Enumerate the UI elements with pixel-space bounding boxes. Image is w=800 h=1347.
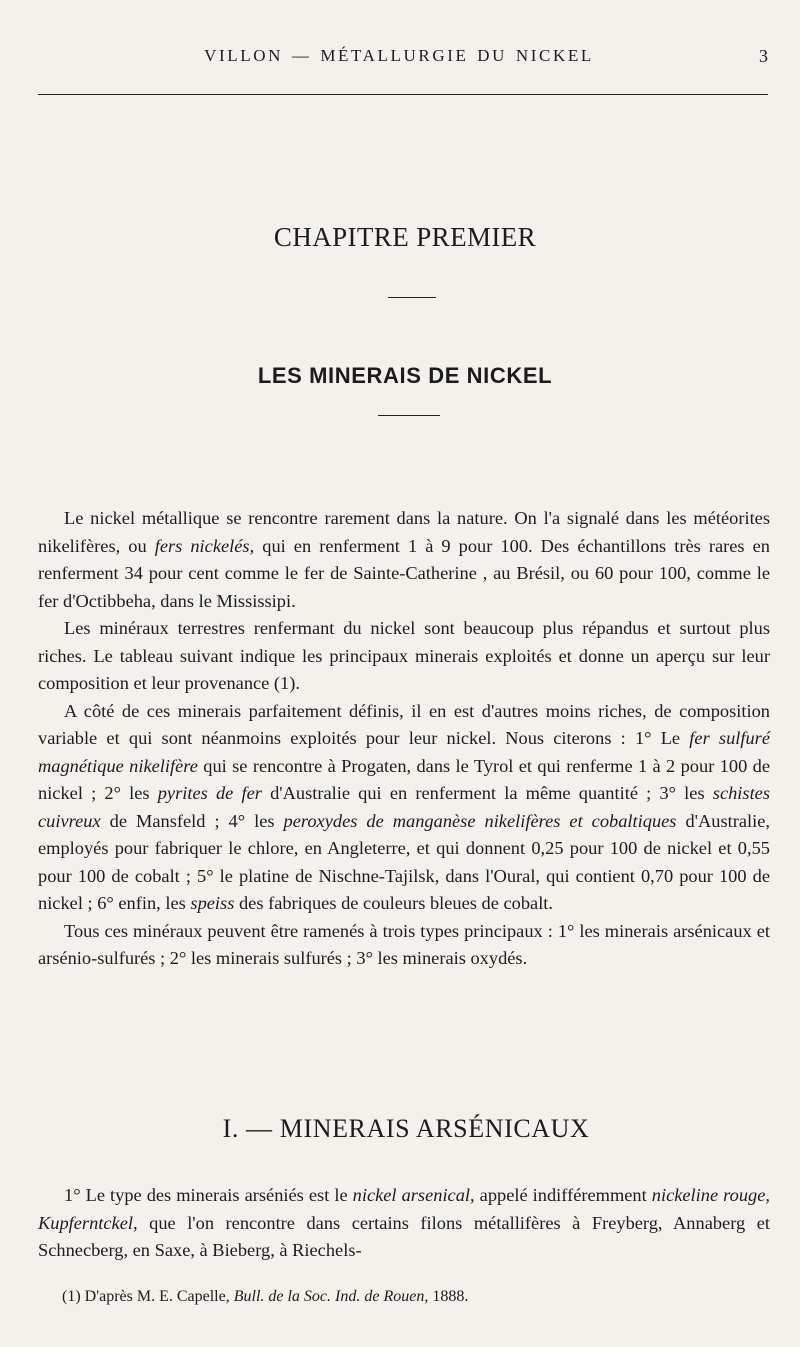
- italic-term: nickel arsenical: [352, 1185, 471, 1205]
- page-header: [34, 44, 768, 74]
- subsection-text: [38, 1182, 770, 1265]
- italic-term: fers nickelés: [154, 535, 250, 556]
- text-run: , qui en renferment 1 à 9 pour 100. Des échantillons très rares en renferment 34 pour cent comme le fer de Sainte-Catherine , au Brésil, ou 60 pour 100, comme le fer d'Octibbeha, dans le Mississipi.: [38, 535, 771, 611]
- section-title: LES MINERAIS DE NICKEL: [257, 363, 553, 388]
- italic-term: speiss: [190, 893, 235, 913]
- page-number: 3: [759, 46, 768, 66]
- italic-term: peroxydes de manganèse nikelifères et cobaltiques: [283, 810, 677, 831]
- text-run: , que l'on rencontre dans certains filons métallifères à Freyberg, Annaberg et Schnecberg, en Saxe, à Bieberg, à Riechels-: [38, 1212, 770, 1260]
- paragraph-3: [38, 698, 770, 918]
- paragraph-5: [38, 1182, 770, 1265]
- text-run: A côté de ces minerais parfaitement définis, il en est d'autres moins riches, de composition variable et qui sont néanmoins exploités pour leur nickel. Nous citerons : 1° Le: [38, 700, 770, 748]
- text-run: d'Australie, employés pour fabriquer le chlore, en Angleterre, et qui donnent 0,25 pour 100 de nickel et 0,55 pour 100 de cobalt ; 5° le platine de Nischne-Tajilsk, dans l'Oural, qui contient 0,70 pour 100 de nickel ; 6° enfin, les: [38, 810, 770, 913]
- running-head: VILLON — MÉTALLURGIE DU NICKEL: [204, 46, 594, 65]
- italic-term: schistes cuivreux: [38, 783, 770, 831]
- chapter-divider-bottom: [378, 415, 440, 416]
- footnote: [62, 1288, 762, 1306]
- chapter-title: CHAPITRE PREMIER: [273, 222, 537, 252]
- text-run: qui se rencontre à Progaten, dans le Tyrol et qui renferme 1 à 2 pour 100 de nickel ; 2° les: [38, 755, 770, 803]
- header-rule: [38, 94, 768, 95]
- paragraph-1: [38, 505, 770, 615]
- subsection-title: I. — MINERAIS ARSÉNICAUX: [222, 1114, 590, 1143]
- italic-term: fer sulfuré magnétique nikelifère: [38, 728, 770, 776]
- text-run: , 1888.: [424, 1288, 469, 1305]
- text-run: , appelé indifféremment: [470, 1185, 652, 1205]
- text-run: d'Australie qui en renferment la même quantité ; 3° les: [261, 783, 713, 803]
- text-run: (1) D'après M. E. Capelle,: [62, 1288, 234, 1305]
- paragraph-4: Tous ces minéraux peuvent être ramenés à trois types principaux : 1° les minerais arsénicaux et arsénio-sulfurés ; 2° les minerais sulfurés ; 3° les minerais oxydés.: [38, 920, 770, 968]
- text-run: de Mansfeld ; 4° les: [100, 810, 284, 831]
- italic-term: Bull. de la Soc. Ind. de Rouen: [233, 1288, 425, 1305]
- italic-term: pyrites de fer: [157, 783, 262, 803]
- text-run: 1° Le type des minerais arséniés est le: [64, 1185, 353, 1205]
- text-run: des fabriques de couleurs bleues de cobalt.: [234, 893, 554, 913]
- text-run: Le nickel métallique se rencontre rarement dans la nature. On l'a signalé dans les météorites nikelifères, ou: [38, 508, 770, 556]
- italic-term: nickeline rouge, Kupferntckel: [38, 1185, 770, 1233]
- main-text: [38, 505, 770, 973]
- chapter-divider-top: [388, 297, 436, 298]
- paragraph-2: Les minéraux terrestres renfermant du nickel sont beaucoup plus répandus et surtout plus riches. Le tableau suivant indique les principaux minerais exploités et donne un aperçu sur leur composition et leur provenance (1).: [38, 618, 770, 693]
